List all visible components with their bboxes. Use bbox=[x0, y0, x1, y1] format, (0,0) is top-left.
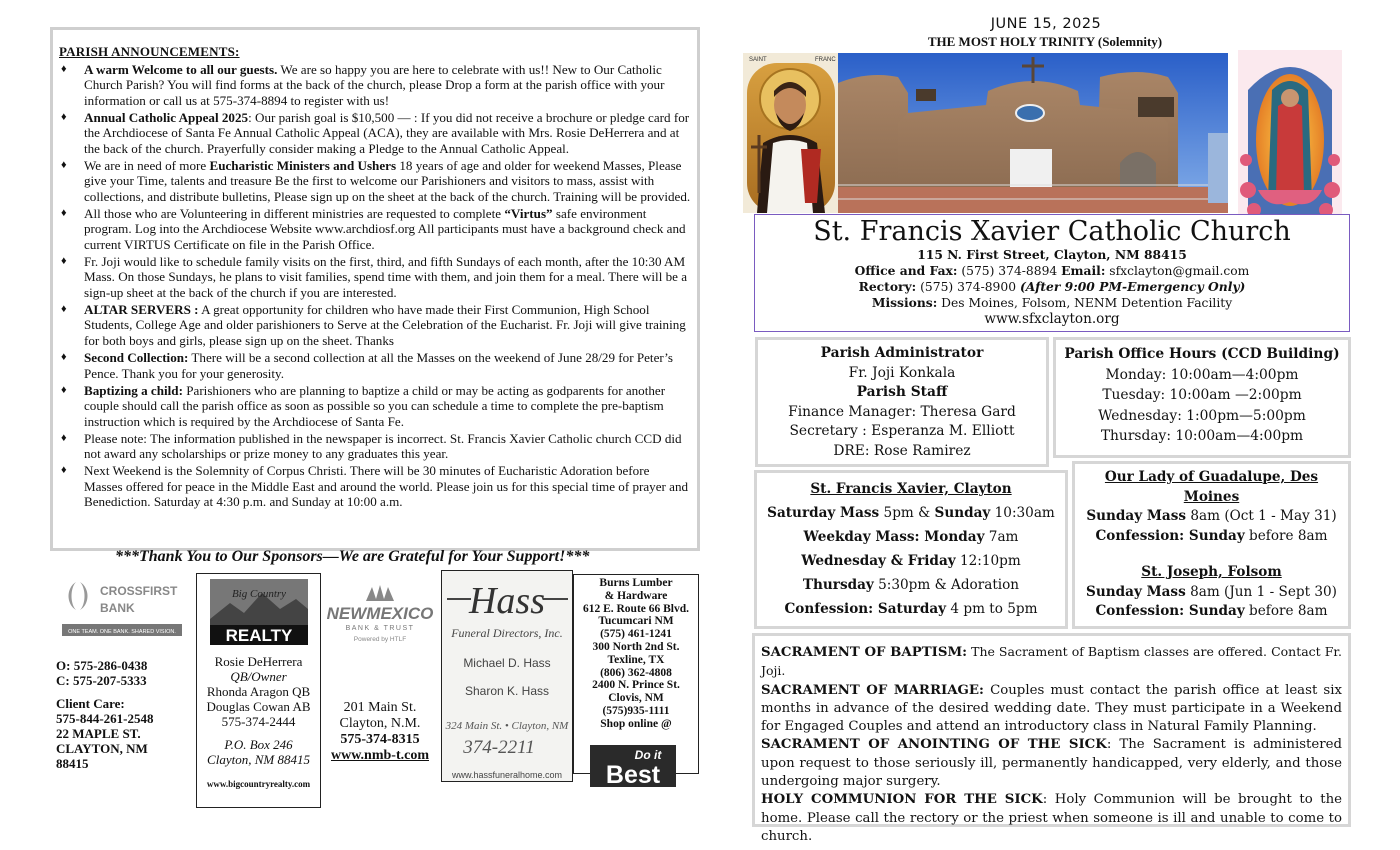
hours-line: Wednesday: 1:00pm—5:00pm bbox=[1098, 407, 1306, 424]
mass-time: before 8am bbox=[1244, 527, 1328, 544]
mass-time: 4 pm to 5pm bbox=[946, 601, 1038, 617]
church-office-line bbox=[755, 263, 1349, 279]
staff-line: Secretary : Esperanza M. Elliott bbox=[789, 423, 1015, 439]
ad-line: (575) 461-1241 bbox=[600, 628, 672, 641]
mass-time: 8am (Jun 1 - Sept 30) bbox=[1185, 583, 1337, 600]
ad-line: 612 E. Route 66 Blvd. bbox=[582, 602, 690, 615]
church-missions-line bbox=[755, 295, 1349, 311]
sj-confession bbox=[1075, 602, 1348, 622]
mass-day: Weekday Mass: Monday bbox=[803, 529, 985, 545]
sacrament-text: Couples must contact the parish office at least six months in advance of the desired wedding date. They must participate in a Weekend for Engaged Couples and attend an introductory class in Natural Family Planning. bbox=[761, 682, 1342, 735]
contact-line: 88415 bbox=[56, 756, 89, 771]
saint-label-2: FRANC bbox=[815, 57, 836, 63]
announcements-heading: PARISH ANNOUNCEMENTS: bbox=[59, 44, 240, 59]
ad-line: Shop online @ bbox=[600, 717, 672, 730]
announcements-box bbox=[50, 27, 700, 551]
hass-name-1: Michael D. Hass bbox=[462, 656, 551, 670]
mass-day: Confession: Sunday bbox=[1095, 603, 1245, 619]
mass-row bbox=[757, 501, 1065, 525]
announcement-text: Please note: The information published in the newspaper is incorrect. St. Francis Xavier Catholic church CCD did not award any scholarships or prize money to any graduates this year. bbox=[84, 430, 682, 462]
sacrament-item bbox=[761, 736, 1342, 791]
nmb-name: NEWMEXICO bbox=[326, 604, 434, 623]
ad-line: Douglas Cowan AB bbox=[206, 699, 311, 714]
announcement-item bbox=[59, 254, 691, 300]
sacrament-item bbox=[761, 791, 1342, 846]
ad-line: Rosie DeHerrera bbox=[214, 654, 303, 669]
sj-mass bbox=[1075, 583, 1348, 603]
church-photo bbox=[838, 53, 1228, 213]
sacrament-item bbox=[761, 643, 1342, 682]
ad-line: Clovis, NM bbox=[608, 692, 664, 705]
sfx-mass-schedule bbox=[754, 470, 1068, 629]
rectory-phone: (575) 374-8900 bbox=[916, 280, 1020, 294]
contact-line: Client Care: bbox=[56, 696, 125, 711]
staff-line: Finance Manager: Theresa Gard bbox=[788, 403, 1016, 420]
ad-line: Burns Lumber bbox=[599, 577, 673, 589]
ad-line: QB/Owner bbox=[230, 669, 287, 684]
saint-label-1: SAINT bbox=[749, 57, 767, 63]
announcement-text: A great opportunity for children who have made their First Communion, High School Students, College Age and older parishioners to Serve at the Celebration of the Eucharist. Fr. Joji will give training for both boys and girls, please sign up on the sheet. Thanks bbox=[84, 302, 686, 348]
announcement-item bbox=[59, 431, 691, 462]
sacrament-text: : Holy Communion will be brought to the home. Please call the rectory or the priest when someone is ill and unable to come to church. bbox=[761, 792, 1343, 844]
sfx-title: St. Francis Xavier, Clayton bbox=[810, 481, 1012, 497]
announcement-item bbox=[59, 62, 691, 108]
doitbest-logo bbox=[590, 745, 678, 787]
hours-line: Monday: 10:00am—4:00pm bbox=[1105, 366, 1299, 383]
bigcountry-logo-text: REALTY bbox=[225, 626, 292, 645]
ad-line: Clayton, N.M. bbox=[339, 716, 421, 731]
sacrament-title: SACRAMENT OF MARRIAGE: bbox=[761, 682, 984, 698]
announcement-text: Fr. Joji would like to schedule family visits on the first, third, and fifth Sundays of each month, after the 10:30 AM Mass. On those Sundays, he plans to visit families, spend time with them, and join them for a meal. There will be a sign-up sheet at the back of the church if you are interested. bbox=[84, 254, 688, 300]
mass-time: 8am (Oct 1 - May 31) bbox=[1186, 508, 1337, 524]
mass-row bbox=[757, 525, 1065, 549]
nmb-sub: BANK & TRUST bbox=[345, 625, 415, 632]
mass-row bbox=[757, 549, 1065, 573]
ad-line: Rhonda Aragon QB bbox=[206, 684, 311, 699]
nmb-web[interactable]: www.nmb-t.com bbox=[331, 748, 429, 763]
crossfirst-tagline: ONE TEAM. ONE BANK. SHARED VISION. bbox=[68, 629, 176, 635]
announcement-text: safe environment program. Log into the Archdiocese Website www.archdiosf.org All participants must have a background check and current VIRTUS Certificate on file in the Parish Office. bbox=[84, 206, 686, 252]
office-hours-box bbox=[1053, 337, 1351, 458]
mass-day: Sunday Mass bbox=[1086, 583, 1186, 600]
ad-line: Clayton, NM 88415 bbox=[207, 752, 310, 767]
sacrament-title: HOLY COMMUNION FOR THE SICK bbox=[761, 792, 1043, 808]
ad-line: 575-374-2444 bbox=[221, 714, 296, 729]
announcement-text: Parishioners who are planning to baptize a child or may be acting as godparents for another couple should call the parish office as soon as possible so you can schedule a time to complete the pre-baptism instruction which is required by the Archdiocese of Santa Fe. bbox=[84, 382, 666, 429]
sacrament-text: The Sacrament of Baptism classes are offered. Contact Fr. Joji. bbox=[761, 644, 1342, 679]
bigcountry-logo-top: Big Country bbox=[231, 588, 286, 600]
mass-day: Saturday Mass bbox=[767, 505, 880, 521]
announcement-item bbox=[59, 110, 691, 156]
sj-title: St. Joseph, Folsom bbox=[1141, 564, 1282, 580]
admin-title: Parish Administrator bbox=[820, 345, 984, 361]
ad-line: 2400 N. Prince St. bbox=[592, 679, 680, 692]
crossfirst-logo bbox=[62, 576, 186, 640]
sacrament-text: : The Sacrament is administered upon request to those seriously ill, permanently handicapped, very elderly, and those undergoing major surgery. bbox=[761, 737, 1343, 790]
our-lady-of-guadalupe-image bbox=[1238, 50, 1342, 214]
mass-day: Confession: Saturday bbox=[784, 601, 947, 617]
staff-line: DRE: Rose Ramirez bbox=[833, 442, 971, 459]
ad-line: (575)935-1111 bbox=[602, 704, 670, 717]
email-label: Email: bbox=[1061, 263, 1106, 278]
sacraments-box bbox=[752, 633, 1351, 844]
ad-line: (806) 362-4808 bbox=[600, 666, 672, 679]
announcement-lead: Annual Catholic Appeal 2025 bbox=[84, 110, 249, 126]
hours-line: Tuesday: 10:00am —2:00pm bbox=[1102, 387, 1302, 403]
sacrament-item bbox=[761, 682, 1342, 737]
office-hours-title: Parish Office Hours (CCD Building) bbox=[1064, 346, 1340, 362]
spacer bbox=[197, 729, 320, 737]
announcement-text: : Our parish goal is $10,500 — : If you did not receive a brochure or pledge card for the Archdiocese of Santa Fe Annual Catholic Appeal (ACA), they are available with Mrs. Rosie DeHerrera and at the back of the church. Prayerfully consider making a Pledge to the Annual Catholic Appeal. bbox=[84, 110, 690, 156]
hours-line: Thursday: 10:00am—4:00pm bbox=[1100, 428, 1304, 444]
announcement-item bbox=[59, 206, 691, 252]
announcement-lead: Baptizing a child: bbox=[84, 382, 183, 398]
contact-line: CLAYTON, NM bbox=[56, 741, 148, 756]
church-rectory-line bbox=[755, 279, 1349, 295]
mass-day: Wednesday & Friday bbox=[801, 553, 956, 569]
sponsors-thanks: ***Thank You to Our Sponsors—We are Grateful for Your Support!*** bbox=[115, 548, 590, 565]
mass-time: 12:10pm bbox=[955, 553, 1021, 569]
mass-row bbox=[757, 597, 1065, 621]
nmb-logo bbox=[324, 583, 436, 656]
hass-address: 324 Main St. • Clayton, NM bbox=[445, 720, 568, 732]
saint-francis-image bbox=[743, 53, 838, 213]
ad-line: P.O. Box 246 bbox=[224, 737, 293, 752]
announcement-lead: Second Collection: bbox=[84, 350, 189, 366]
burns-lumber-ad bbox=[573, 574, 699, 774]
mass-time: 10:30am bbox=[990, 505, 1055, 521]
rectory-note: (After 9:00 PM-Emergency Only) bbox=[1019, 279, 1246, 294]
announcement-item bbox=[59, 158, 691, 204]
announcement-text: We are so happy you are here to celebrate with us!! New to Our Catholic Church Parish? You will find forms at the back of the church, please Drop a form at the parish office with your information or call us at 575-374-8894 to register with us! bbox=[84, 62, 665, 108]
office-phone: (575) 374-8894 bbox=[957, 264, 1062, 278]
bigcountry-web[interactable]: www.bigcountryrealty.com bbox=[206, 779, 311, 789]
ad-line: & Hardware bbox=[604, 589, 668, 602]
missions-list: Des Moines, Folsom, NENM Detention Facility bbox=[937, 296, 1233, 310]
rectory-label: Rectory: bbox=[858, 279, 917, 294]
contact-line: O: 575-286-0438 bbox=[56, 658, 148, 673]
announcement-item bbox=[59, 383, 691, 429]
spacer bbox=[56, 688, 154, 696]
announcement-text: All those who are Volunteering in different ministries are requested to complete bbox=[84, 206, 505, 222]
staff-title: Parish Staff bbox=[856, 384, 948, 400]
ad-line: Tucumcari NM bbox=[598, 615, 674, 628]
bigcountry-logo bbox=[210, 579, 308, 645]
church-website[interactable]: www.sfxclayton.org bbox=[984, 311, 1120, 327]
admin-name: Fr. Joji Konkala bbox=[848, 364, 956, 381]
announcement-item bbox=[59, 350, 691, 381]
olg-confession bbox=[1075, 527, 1348, 547]
missions-schedule bbox=[1072, 461, 1351, 629]
mass-day: Thursday bbox=[802, 577, 874, 593]
announcement-lead: ALTAR SERVERS : bbox=[84, 302, 199, 318]
announcement-item bbox=[59, 463, 691, 509]
sacrament-title: SACRAMENT OF BAPTISM: bbox=[761, 645, 968, 660]
mass-time: before 8am bbox=[1244, 603, 1328, 619]
doitbest-text: Best bbox=[605, 761, 661, 787]
hass-sub: Funeral Directors, Inc. bbox=[450, 626, 563, 640]
doitbest-top: Do it bbox=[634, 748, 662, 762]
hass-ad bbox=[441, 570, 573, 782]
office-label: Office and Fax: bbox=[854, 263, 958, 278]
announcement-lead: A warm Welcome to all our guests. bbox=[84, 62, 278, 77]
mass-day: Confession: Sunday bbox=[1095, 527, 1245, 544]
hass-web[interactable]: www.hassfuneralhome.com bbox=[451, 770, 562, 779]
mass-row bbox=[757, 573, 1065, 597]
church-info-box bbox=[754, 214, 1350, 332]
church-address: 115 N. First Street, Clayton, NM 88415 bbox=[917, 247, 1187, 262]
mass-time: 7am bbox=[984, 529, 1019, 545]
mass-day: Sunday bbox=[934, 505, 991, 521]
church-email[interactable]: sfxclayton@gmail.com bbox=[1105, 264, 1250, 278]
ad-line: 300 North 2nd St. bbox=[592, 640, 680, 653]
contact-line: 22 MAPLE ST. bbox=[56, 726, 141, 741]
hass-name-2: Sharon K. Hass bbox=[464, 684, 549, 698]
olg-title: Our Lady of Guadalupe, Des Moines bbox=[1104, 469, 1319, 505]
bulletin-date: JUNE 15, 2025 bbox=[990, 16, 1102, 32]
announcement-lead: Eucharistic Ministers and Ushers bbox=[209, 158, 397, 174]
announcement-text: We are in need of more bbox=[84, 158, 210, 174]
announcement-text: There will be a second collection at all the Masses on the weekend of June 28/29 for Peter’s Pence. Thank you for your generosity. bbox=[84, 350, 673, 381]
contact-line: 575-844-261-2548 bbox=[56, 711, 154, 726]
mass-day: Sunday Mass bbox=[1086, 508, 1187, 524]
ad-line: 575-374-8315 bbox=[340, 732, 420, 747]
mass-time: 5:30pm & Adoration bbox=[873, 577, 1020, 593]
ad-line: Texline, TX bbox=[607, 653, 665, 666]
bigcountry-ad bbox=[196, 573, 321, 808]
mass-time: 5pm & bbox=[879, 505, 935, 521]
hass-phone: 374-2211 bbox=[462, 737, 535, 758]
announcement-text: 18 years of age and older for weekend Masses, Please give your Time, talents and treasure Be the first to welcome our Parishioners and visitors to mass, assist with collections, and distribute bulletins, Please sign up on the sheet at the back of the church. Training will be provided. bbox=[84, 158, 691, 204]
crossfirst-bank: BANK bbox=[100, 601, 135, 615]
nmb-address bbox=[324, 700, 436, 764]
nmb-powered: Powered by HTLF bbox=[353, 636, 407, 643]
olg-mass bbox=[1075, 507, 1348, 527]
announcement-lead: “Virtus” bbox=[504, 206, 553, 222]
church-name: St. Francis Xavier Catholic Church bbox=[813, 216, 1291, 247]
announcement-item bbox=[59, 302, 691, 348]
announcement-text: Next Weekend is the Solemnity of Corpus Christi. There will be 30 minutes of Eucharistic Adoration before Masses offered for peace in the Middle East and around the world. Please join us for this special time of prayer and Benediction. Saturday at 4:30 p.m. and Sunday at 10:00 a.m. bbox=[84, 463, 689, 510]
ad-line: 201 Main St. bbox=[343, 700, 417, 715]
spacer bbox=[1075, 546, 1348, 563]
missions-label: Missions: bbox=[871, 295, 938, 310]
crossfirst-name: CROSSFIRST bbox=[100, 584, 178, 598]
hass-logo: Hass bbox=[468, 580, 545, 622]
parish-staff-box bbox=[755, 337, 1049, 467]
crossfirst-contact bbox=[56, 658, 154, 771]
contact-line: C: 575-207-5333 bbox=[56, 673, 147, 688]
feast-title: THE MOST HOLY TRINITY (Solemnity) bbox=[927, 34, 1163, 49]
sacrament-title: SACRAMENT OF ANOINTING OF THE SICK bbox=[761, 737, 1107, 753]
announcements-list bbox=[59, 62, 691, 510]
